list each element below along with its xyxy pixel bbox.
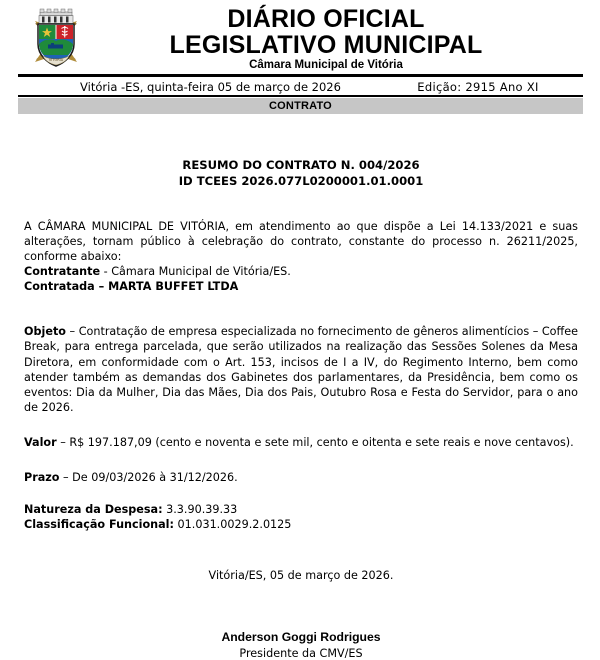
valor-label: Valor — [24, 435, 57, 449]
parties-block — [24, 264, 578, 294]
publication-subtitle: Câmara Municipal de Vitória — [249, 59, 403, 71]
objeto-label: Objeto — [24, 325, 66, 339]
intro-paragraph — [24, 219, 578, 264]
prazo-text: – De 09/03/2026 à 31/12/2026. — [59, 470, 238, 484]
closing-place-date: Vitória/ES, 05 de março de 2026. — [208, 569, 394, 582]
contratada-label: Contratada — [24, 280, 95, 294]
document-title — [24, 158, 578, 189]
masthead — [0, 0, 600, 74]
coat-of-arms-icon — [29, 8, 83, 70]
natureza-value: 3.3.90.39.33 — [162, 502, 238, 516]
objeto-text: – Contratação de empresa especializada no fornecimento de gêneros alimentícios – Coffee Break, para entrega parcelada, que serão utilizados na realização das Sessões Solenes da Mesa Diretora, em conformidade com o Art. 153, incisos de I a IV, do Regimento Interno, bem como atender também as demandas dos Gabinetes dos parlamentares, da Presidência, bem como os eventos: Dia da Mulher, Dia das Mães, Dia dos Pais, Outubro Rosa e Festa do Servidor, para o ano de 2026. — [24, 325, 578, 414]
signature-name: Anderson Goggi Rodrigues — [221, 629, 381, 644]
prazo-paragraph — [24, 470, 578, 485]
contratada-separator: – — [94, 280, 109, 294]
valor-paragraph — [24, 435, 578, 450]
intro-text: A CÂMARA MUNICIPAL DE VITÓRIA, em atendimento ao que dispõe a Lei 14.133/2021 e suas alterações, tornam público à celebração do contrato, constante do processo n. 26211/2025, conforme abaixo: — [24, 220, 578, 264]
contratada-line — [24, 279, 578, 294]
document-body — [0, 158, 600, 660]
objeto-paragraph — [24, 324, 578, 414]
prazo-label: Prazo — [24, 470, 60, 484]
edition-row — [18, 78, 583, 95]
crest-container — [0, 6, 112, 70]
signature-block — [24, 630, 578, 660]
classificacao-line — [24, 517, 578, 532]
masthead-text — [112, 6, 600, 71]
edition-place-date: Vitória -ES, quinta-feira 05 de março de 2026 — [80, 79, 341, 94]
svg-text:VITÓRIA: VITÓRIA — [48, 58, 64, 62]
contratante-line — [24, 264, 578, 279]
classificacao-value: 01.031.0029.2.0125 — [173, 517, 292, 531]
valor-text: – R$ 197.187,09 (cento e noventa e sete mil, cento e oitenta e sete reais e nove centavos). — [56, 435, 574, 449]
section-header-bar: CONTRATO — [18, 98, 583, 114]
edition-bar-group — [18, 74, 583, 114]
publication-title-line2: LEGISLATIVO MUNICIPAL — [169, 31, 483, 59]
publication-title-line1: DIÁRIO OFICIAL — [227, 5, 425, 33]
classificacao-label: Classificação Funcional: — [24, 517, 174, 531]
document-title-line2: ID TCEES 2026.077L0200001.01.0001 — [178, 173, 424, 188]
natureza-line — [24, 502, 578, 517]
natureza-label: Natureza da Despesa: — [24, 502, 163, 516]
contratante-label: Contratante — [24, 265, 101, 279]
edition-number: Edição: 2915 Ano XI — [417, 79, 539, 94]
signature-role: Presidente da CMV/ES — [239, 646, 363, 660]
budget-block — [24, 502, 578, 532]
contratada-name: MARTA BUFFET LTDA — [108, 280, 239, 294]
document-title-line1: RESUMO DO CONTRATO N. 004/2026 — [182, 158, 420, 172]
contratante-value: - Câmara Municipal de Vitória/ES. — [100, 265, 291, 279]
